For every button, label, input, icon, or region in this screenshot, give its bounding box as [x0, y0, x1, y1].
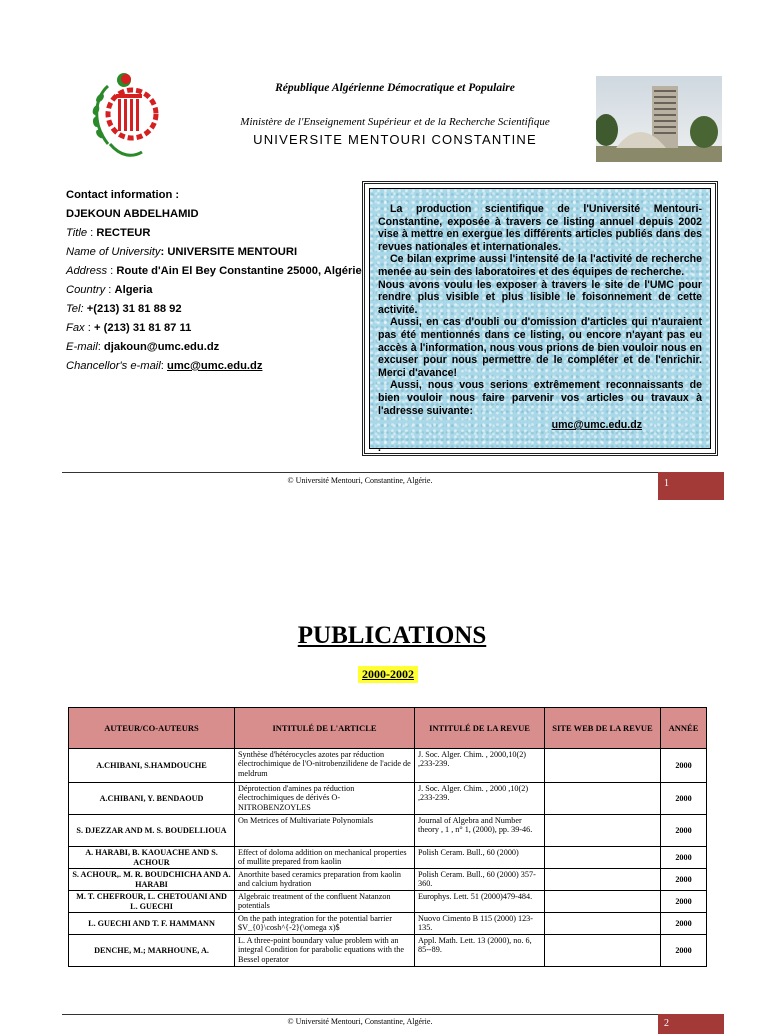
table-row [69, 749, 707, 783]
journal-cell: J. Soc. Alger. Chim. , 2000 ,10(2) ,233-239. [415, 783, 545, 815]
table-row [69, 891, 707, 913]
notice-box [362, 181, 718, 456]
article-cell: Synthèse d'hétérocycles azotes par réduction électrochimique de l'O-nitrobenzilidene de l'acide de meldrum [235, 749, 415, 783]
article-cell: L. A three-point boundary value problem with an integral Condition for parabolic equations with the Bessel operator [235, 935, 415, 967]
article-cell: On the path integration for the potential barrier $V_{0}\cosh^{-2}(\omega x)$ [235, 913, 415, 935]
authors-cell: L. GUECHI AND T. F. HAMMANN [69, 913, 235, 935]
footer-rule [62, 472, 658, 473]
authors-cell: M. T. CHEFROUR, L. CHETOUANI AND L. GUECHI [69, 891, 235, 913]
website-cell [545, 847, 661, 869]
year-cell: 2000 [661, 913, 707, 935]
university-value: UNIVERSITE MENTOURI [167, 246, 298, 258]
year-cell: 2000 [661, 869, 707, 891]
publications-years: 2000-2002 [358, 666, 418, 683]
email-label: E-mail [66, 341, 98, 353]
notice-paragraph-2: Ce bilan exprime aussi l'intensité de la l'activité de recherche menée au sein des laboratoires et des équipes de recherche. [378, 253, 702, 278]
table-row [69, 869, 707, 891]
column-header: INTITULÉ DE LA REVUE [415, 708, 545, 749]
university-label: Name of University [66, 246, 161, 258]
article-cell: On Metrices of Multivariate Polynomials [235, 815, 415, 847]
journal-cell: J. Soc. Alger. Chim. , 2000,10(2) ,233-239. [415, 749, 545, 783]
title-label: Title [66, 227, 88, 239]
address-label: Address [66, 265, 108, 277]
website-cell [545, 891, 661, 913]
email-value[interactable]: djakoun@umc.edu.dz [103, 341, 220, 353]
publications-title: PUBLICATIONS [297, 622, 487, 649]
article-cell: Anorthite based ceramics preparation from kaolin and calcium hydration [235, 869, 415, 891]
year-cell: 2000 [661, 783, 707, 815]
authors-cell: A.CHIBANI, Y. BENDAOUD [69, 783, 235, 815]
notice-paragraph-3: Nous avons voulu les exposer à travers le site de l'UMC pour rendre plus visible et plus lisible le foisonnement de cette activité. [378, 278, 702, 316]
table-row [69, 783, 707, 815]
country-label: Country [66, 284, 106, 296]
authors-cell: S. DJEZZAR AND M. S. BOUDELLIOUA [69, 815, 235, 847]
authors-cell: S. ACHOUR,. M. R. BOUDCHICHA AND A. HARABI [69, 869, 235, 891]
authors-cell: A. HARABI, B. KAOUACHE AND S. ACHOUR [69, 847, 235, 869]
tel-value: +(213) 31 81 88 92 [86, 303, 182, 315]
university-name: UNIVERSITE MENTOURI CONSTANTINE [253, 132, 537, 147]
article-cell: Déprotection d'amines pa réduction électrochimiques de dérivés O-NITROBENZOYLES [235, 783, 415, 815]
government-line: République Algérienne Démocratique et Populaire [275, 82, 515, 94]
page-number: 1 [658, 472, 724, 500]
chancellor-email-label: Chancellor's e-mail [66, 360, 161, 372]
footer-copyright: © Université Mentouri, Constantine, Algérie. [287, 1017, 433, 1026]
page-number: 2 [658, 1014, 724, 1034]
notice-paragraph-1: La production scientifique de l'Université Mentouri-Constantine, exposée à travers ce listing annuel depuis 2002 vise à mettre en exergue les différents articles publiés dans des revues nationales et internationales. [378, 203, 702, 253]
footer-copyright: © Université Mentouri, Constantine, Algérie. [287, 476, 433, 485]
year-cell: 2000 [661, 891, 707, 913]
university-logo [86, 66, 162, 162]
country-value: Algeria [114, 284, 153, 296]
website-cell [545, 935, 661, 967]
contact-information: Contact information : DJEKOUN ABDELHAMID Title : RECTEUR Name of University: UNIVERSITE MENTOURI Address : Route d'Ain El Bey Constantine 25000, Algérie Country : Algeria Tel: +(213) 31 81 88 92 Fax : + (213) 31 81 87 11 E-mail: djakoun@umc.edu.dz Chancellor's e-mail: umc@umc.edu.dz [66, 186, 366, 376]
footer-rule [62, 1014, 658, 1015]
column-header: AUTEUR/CO-AUTEURS [69, 708, 235, 749]
column-header: INTITULÉ DE L'ARTICLE [235, 708, 415, 749]
notice-paragraph-5: Aussi, nous vous serions extrêmement reconnaissants de bien vouloir nous faire parvenir vos articles ou travaux à l'adresse suivante: [378, 379, 702, 417]
notice-content [369, 188, 711, 454]
website-cell [545, 869, 661, 891]
website-cell [545, 913, 661, 935]
website-cell [545, 783, 661, 815]
journal-cell: Nuovo Cimento B 115 (2000) 123-135. [415, 913, 545, 935]
column-header: SITE WEB DE LA REVUE [545, 708, 661, 749]
year-cell: 2000 [661, 847, 707, 869]
contact-name: DJEKOUN ABDELHAMID [66, 208, 199, 220]
chancellor-email-link[interactable]: umc@umc.edu.dz [167, 360, 263, 372]
notice-dot: . [378, 441, 381, 454]
table-header-row [69, 708, 707, 749]
campus-photo [596, 76, 722, 162]
journal-cell: Journal of Algebra and Number theory , 1 , n° 1, (2000), pp. 39-46. [415, 815, 545, 847]
contact-heading: Contact information : [66, 189, 180, 201]
article-cell: Algebraic treatment of the confluent Natanzon potentials [235, 891, 415, 913]
table-row [69, 847, 707, 869]
journal-cell: Polish Ceram. Bull., 60 (2000) 357-360. [415, 869, 545, 891]
year-cell: 2000 [661, 749, 707, 783]
article-cell: Effect of doloma addition on mechanical properties of mullite prepared from kaolin [235, 847, 415, 869]
year-cell: 2000 [661, 815, 707, 847]
year-cell: 2000 [661, 935, 707, 967]
address-value: Route d'Ain El Bey Constantine 25000, Algérie [116, 265, 362, 277]
table-row [69, 935, 707, 967]
publications-table [68, 707, 707, 967]
journal-cell: Europhys. Lett. 51 (2000)479-484. [415, 891, 545, 913]
website-cell [545, 815, 661, 847]
authors-cell: A.CHIBANI, S.HAMDOUCHE [69, 749, 235, 783]
fax-value: + (213) 31 81 87 11 [93, 322, 192, 334]
notice-paragraph-4: Aussi, en cas d'oubli ou d'omission d'articles qui n'auraient pas été mentionnés dans ce listing, ou encore n'ayant pas eu accès à l'information, nous vous prions de bien vouloir nous en excuser pour nous permettre de le compléter et de l'enrichir. Merci d'avance! [378, 316, 702, 379]
table-row [69, 913, 707, 935]
fax-label: Fax [66, 322, 85, 334]
notice-email-link[interactable]: umc@umc.edu.dz [551, 419, 642, 432]
title-value: RECTEUR [96, 227, 151, 239]
website-cell [545, 749, 661, 783]
tel-label: Tel: [66, 303, 84, 315]
ministry-line: Ministère de l'Enseignement Supérieur et de la Recherche Scientifique [240, 116, 550, 128]
journal-cell: Polish Ceram. Bull., 60 (2000) [415, 847, 545, 869]
table-row [69, 815, 707, 847]
authors-cell: DENCHE, M.; MARHOUNE, A. [69, 935, 235, 967]
column-header: ANNÉE [661, 708, 707, 749]
journal-cell: Appl. Math. Lett. 13 (2000), no. 6, 85--89. [415, 935, 545, 967]
